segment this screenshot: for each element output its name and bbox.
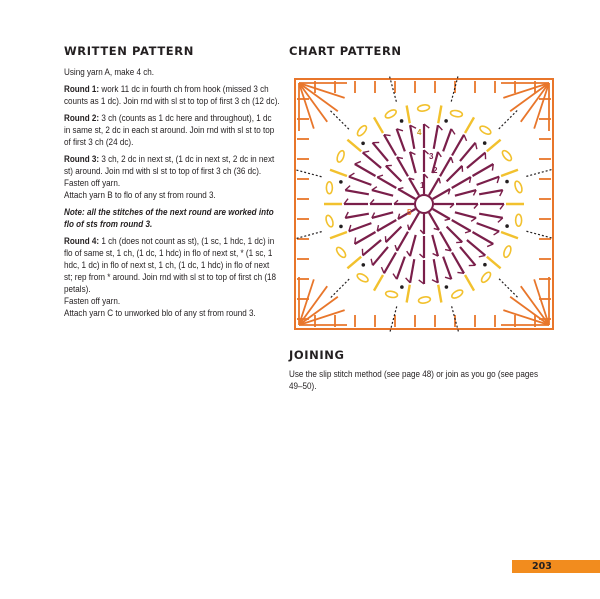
joining-section xyxy=(289,348,559,397)
stitch-mark xyxy=(439,178,440,183)
round-number-2: 2 xyxy=(433,166,438,175)
stitch-mark xyxy=(363,153,381,168)
petal-stitch xyxy=(465,275,474,291)
stitch-mark xyxy=(395,245,397,251)
stitch-mark xyxy=(465,231,471,233)
stitch-mark xyxy=(355,164,376,176)
marker-line xyxy=(296,170,323,177)
marker-line xyxy=(390,305,397,332)
stitch-mark xyxy=(429,213,439,230)
corner-stitch xyxy=(510,297,549,325)
stitch-mark xyxy=(363,151,369,152)
written-pattern-section xyxy=(64,44,284,324)
stitch-mark xyxy=(452,252,464,273)
stitch-mark xyxy=(349,177,372,185)
stitch-mark xyxy=(363,240,381,255)
stitch-mark xyxy=(475,143,476,149)
marker-arrowhead xyxy=(339,180,343,184)
stitch-mark xyxy=(477,177,500,185)
stitch-mark xyxy=(479,190,503,194)
marker-arrowhead xyxy=(445,285,449,289)
chain-loop xyxy=(501,149,513,162)
stitch-mark xyxy=(467,153,485,168)
chain-loop xyxy=(502,245,512,258)
stitch-mark xyxy=(434,125,438,149)
marker-line xyxy=(497,110,517,130)
intro-text: Using yarn A, make 4 ch. xyxy=(64,67,155,77)
petal-stitch xyxy=(487,257,501,269)
stitch-mark xyxy=(452,135,464,156)
stitch-mark xyxy=(440,232,451,251)
stitch-mark xyxy=(377,175,383,177)
stitch-mark xyxy=(393,274,397,280)
stitch-mark xyxy=(434,259,438,283)
stitch-mark xyxy=(479,255,485,256)
corner-stitch xyxy=(299,83,338,111)
chain-loop xyxy=(336,150,346,163)
round-2-label: Round 2: xyxy=(64,113,100,123)
corner-stitch xyxy=(534,83,549,129)
stitch-mark xyxy=(429,178,439,195)
round-1-instruction xyxy=(64,83,280,107)
marker-line xyxy=(524,170,551,177)
stitch-mark xyxy=(447,166,463,182)
page-number-tab xyxy=(512,560,600,573)
stitch-mark xyxy=(451,129,455,135)
stitch-mark xyxy=(397,232,408,251)
chain-loop xyxy=(356,124,368,137)
stitch-mark xyxy=(372,190,393,196)
stitch-mark xyxy=(355,237,356,244)
marker-arrowhead xyxy=(483,141,487,145)
marker-arrowhead xyxy=(444,119,448,123)
marker-arrowhead xyxy=(483,263,487,267)
stitch-mark xyxy=(452,177,471,188)
petal-stitch xyxy=(487,140,501,152)
stitch-mark xyxy=(457,272,464,273)
petal-stitch xyxy=(501,170,518,176)
stitch-mark xyxy=(443,257,451,280)
chain-loop xyxy=(356,272,369,283)
chain-loop xyxy=(384,108,397,119)
chain-loop xyxy=(450,110,463,118)
stitch-mark xyxy=(349,223,372,231)
round-3-text: 3 ch, 2 dc in next st, (1 dc in next st, 2 dc in next st) around. Join rnd with sl st to top of first 3 ch (36 dc). xyxy=(64,154,275,176)
stitch-mark xyxy=(447,227,463,243)
crochet-chart xyxy=(289,73,559,335)
petal-stitch xyxy=(465,117,474,133)
chain-loop xyxy=(326,182,332,194)
fasten-off-2: Fasten off yarn. xyxy=(64,296,121,306)
marker-line xyxy=(331,278,351,298)
corner-stitch xyxy=(299,83,314,129)
petal-stitch xyxy=(347,140,361,152)
marker-arrowhead xyxy=(505,224,509,228)
round-4-instruction xyxy=(64,235,280,295)
marker-line xyxy=(498,277,518,297)
round-number-4: 4 xyxy=(417,128,422,137)
chain-loop xyxy=(451,288,464,299)
stitch-mark xyxy=(384,135,391,136)
round-4-label: Round 4: xyxy=(64,236,100,246)
stitch-mark xyxy=(384,252,396,273)
chain-loop xyxy=(385,290,398,298)
round-number-5: 5 xyxy=(407,208,412,217)
stitch-mark xyxy=(397,129,405,152)
marker-arrowhead xyxy=(505,180,509,184)
corner-stitch xyxy=(299,310,345,325)
stitch-mark xyxy=(384,135,396,156)
marker-line xyxy=(451,76,458,103)
stitch-mark xyxy=(408,225,409,230)
chain-loop xyxy=(480,271,492,284)
stitch-mark xyxy=(472,232,493,244)
stitch-mark xyxy=(371,259,372,265)
corner-stitch xyxy=(299,297,338,325)
stitch-mark xyxy=(451,157,453,163)
marker-arrowhead xyxy=(361,141,365,145)
round-4-text: 1 ch (does not count as st), (1 sc, 1 hdc, 1 dc) in flo of same st, 1 ch, (1 dc, 1 hdc) in flo of next st, * (1 sc, 1 hdc, 1 dc) in flo of next st, 1 ch, (1 dc, 1 hdc) in flo of next st; rep from * around. Join rnd with sl st to top of first ch (18 petals). xyxy=(64,236,277,294)
round-2-text: 3 ch (counts as 1 dc here and throughout), 1 dc in same st, 2 dc in each st around. Join rnd with sl st to top of first 3 ch (24 dc). xyxy=(64,113,275,147)
stitch-mark xyxy=(345,190,369,194)
stitch-mark xyxy=(464,135,467,141)
petal-stitch xyxy=(374,275,383,291)
fasten-off-1: Fasten off yarn. xyxy=(64,178,121,188)
chart-pattern-section xyxy=(289,44,559,66)
written-pattern-heading: WRITTEN PATTERN xyxy=(64,44,194,58)
petal-stitch xyxy=(438,106,441,124)
petal-stitch xyxy=(501,232,518,238)
corner-stitch xyxy=(510,83,549,111)
stitch-mark xyxy=(381,267,384,273)
corner-stitch xyxy=(299,83,327,122)
stitch-mark xyxy=(455,212,476,218)
stitch-mark xyxy=(386,227,402,243)
round-3-instruction xyxy=(64,153,280,177)
marker-arrowhead xyxy=(400,119,404,123)
stitch-mark xyxy=(373,143,388,161)
stitch-mark xyxy=(377,220,396,231)
corner-stitch xyxy=(299,286,327,325)
round-a-stitches xyxy=(344,124,504,284)
round-2-instruction xyxy=(64,112,280,148)
chain-loop xyxy=(516,214,522,226)
stitch-mark xyxy=(386,166,402,182)
stitch-mark xyxy=(355,161,361,164)
stitch-mark xyxy=(492,164,493,171)
petal-stitch xyxy=(330,170,347,176)
stitch-mark xyxy=(345,214,369,218)
stitch-mark xyxy=(445,219,450,220)
stitch-mark xyxy=(440,157,451,176)
stitch-mark xyxy=(398,189,415,199)
petal-stitch xyxy=(330,232,347,238)
stitch-mark xyxy=(443,129,451,152)
petal-stitch xyxy=(407,285,410,303)
stitch-mark xyxy=(355,232,376,244)
round-1-label: Round 1: xyxy=(64,84,100,94)
stitch-mark xyxy=(472,164,493,176)
stitch-mark xyxy=(467,240,485,255)
stitch-mark xyxy=(452,220,471,231)
stitch-mark xyxy=(397,157,408,176)
petal-stitch xyxy=(407,106,410,124)
chart-pattern-heading: CHART PATTERN xyxy=(289,44,402,58)
stitch-mark xyxy=(410,125,414,149)
petal-stitch xyxy=(438,285,441,303)
attach-yarn-c: Attach yarn C to unworked blo of any st from round 3. xyxy=(64,308,256,318)
stitch-mark xyxy=(410,259,414,283)
marker-arrowhead xyxy=(339,225,343,229)
stitch-mark xyxy=(438,152,441,157)
stitch-mark xyxy=(433,209,450,219)
round-number-3: 3 xyxy=(429,152,434,161)
petal-stitch xyxy=(347,257,361,269)
attach-yarn-b: Attach yarn B to flo of any st from round 3. xyxy=(64,190,216,200)
marker-arrowhead xyxy=(400,285,404,289)
stitch-mark xyxy=(409,178,419,195)
corner-stitch xyxy=(299,83,345,98)
stitch-mark xyxy=(397,257,405,280)
marker-line xyxy=(297,231,324,238)
stitch-mark xyxy=(373,247,388,265)
stitch-mark xyxy=(377,177,396,188)
marker-arrowhead xyxy=(361,263,365,267)
corner-stitch xyxy=(503,83,549,98)
chain-loop xyxy=(417,104,430,112)
stitch-mark xyxy=(494,231,500,235)
stitch-mark xyxy=(460,247,475,265)
corner-stitch xyxy=(503,310,549,325)
chain-loop xyxy=(325,214,335,227)
round-number-1: 1 xyxy=(420,181,425,190)
stitch-mark xyxy=(479,214,503,218)
note-text: Note: all the stitches of the next round are worked into flo of sts from round 3. xyxy=(64,207,274,229)
stitch-mark xyxy=(433,189,450,199)
center-ring xyxy=(415,195,433,213)
petal-stitch xyxy=(374,117,383,133)
stitch-mark xyxy=(487,244,493,247)
stitch-mark xyxy=(460,143,475,161)
round-1-text: work 11 dc in fourth ch from hook (missed 3 ch counts as 1 dc). Join rnd with sl st to top of first 3 ch (12 dc). xyxy=(64,84,280,106)
joining-text: Use the slip stitch method (see page 48) or join as you go (see pages 49–50). xyxy=(289,369,539,391)
joining-heading: JOINING xyxy=(289,348,345,362)
stitch-mark xyxy=(471,218,476,221)
stitch-mark xyxy=(407,251,410,256)
round-3-label: Round 3: xyxy=(64,154,100,164)
stitch-mark xyxy=(349,173,355,177)
stitch-mark xyxy=(477,223,500,231)
stitch-mark xyxy=(410,235,416,256)
marker-line xyxy=(451,304,458,331)
chain-loop xyxy=(479,125,492,136)
chain-loop xyxy=(335,246,347,259)
stitch-mark xyxy=(372,187,377,190)
marker-line xyxy=(330,111,350,131)
chain-loop xyxy=(514,180,524,193)
chain-loop xyxy=(418,296,431,304)
page-number: 203 xyxy=(532,561,552,572)
marker-line xyxy=(525,231,552,238)
stitch-mark xyxy=(398,188,403,189)
